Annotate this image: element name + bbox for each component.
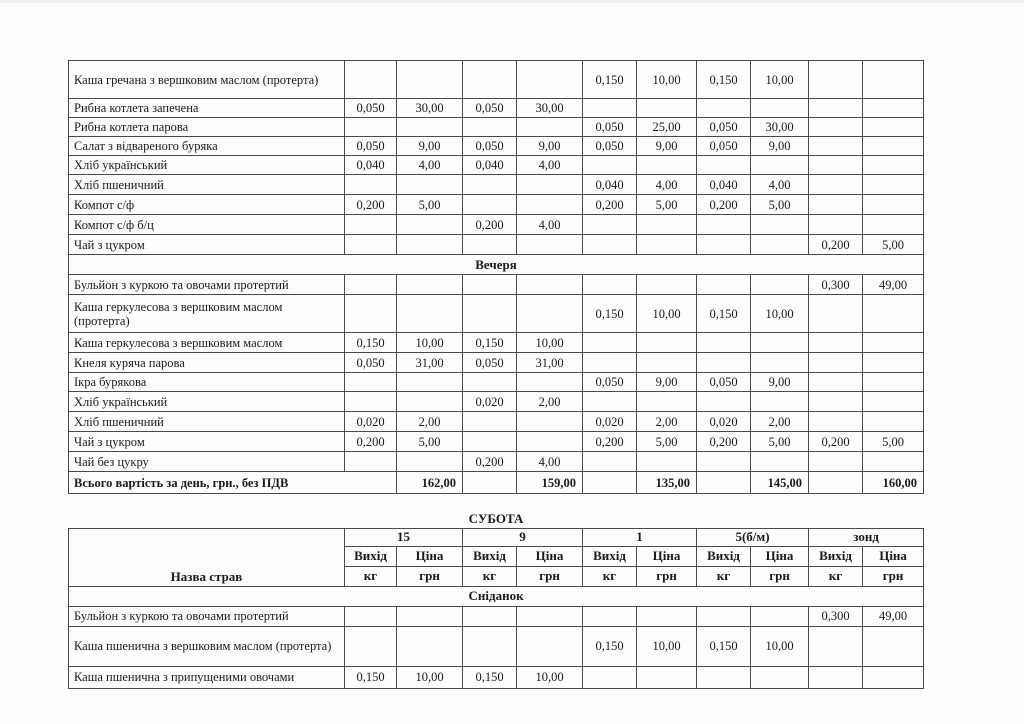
price-cell — [397, 452, 463, 472]
price-cell: 4,00 — [517, 452, 583, 472]
portion-cell — [583, 215, 637, 235]
portion-unit: кг — [463, 566, 517, 586]
price-cell: 9,00 — [397, 137, 463, 156]
group-header-1: 1 — [583, 528, 697, 546]
portion-cell — [697, 452, 751, 472]
price-cell — [397, 175, 463, 195]
dinner-dish-row — [69, 353, 924, 373]
price-cell: 30,00 — [517, 99, 583, 118]
price-cell: 5,00 — [863, 432, 924, 452]
portion-cell: 0,200 — [463, 215, 517, 235]
portion-cell — [697, 275, 751, 295]
portion-cell — [463, 235, 517, 255]
portion-cell: 0,200 — [583, 195, 637, 215]
price-cell: 5,00 — [863, 235, 924, 255]
price-cell — [637, 235, 697, 255]
price-cell: 25,00 — [637, 118, 697, 137]
price-cell: 30,00 — [397, 99, 463, 118]
price-cell — [637, 215, 697, 235]
dish-name: Каша гречана з вершковим маслом (протерта) — [69, 61, 345, 99]
price-cell: 49,00 — [863, 275, 924, 295]
portion-header: Вихід — [463, 546, 517, 566]
dish-name-header: Назва страв — [69, 528, 345, 586]
dish-name: Чай з цукром — [69, 235, 345, 255]
portion-cell: 0,050 — [463, 353, 517, 373]
price-cell — [397, 275, 463, 295]
dinner-dish-row — [69, 333, 924, 353]
portion-cell — [809, 156, 863, 175]
price-cell — [751, 606, 809, 626]
portion-cell — [463, 626, 517, 666]
section-title-dinner: Вечеря — [69, 255, 924, 275]
total-value-1: 135,00 — [637, 472, 697, 494]
dish-name: Рибна котлета запечена — [69, 99, 345, 118]
portion-unit: кг — [697, 566, 751, 586]
price-cell: 10,00 — [397, 333, 463, 353]
price-cell: 2,00 — [751, 412, 809, 432]
price-cell — [637, 99, 697, 118]
portion-cell — [583, 99, 637, 118]
portion-cell: 0,050 — [463, 137, 517, 156]
portion-header: Вихід — [809, 546, 863, 566]
breakfast-dish-row — [69, 606, 924, 626]
saturday-menu-table — [68, 510, 924, 689]
portion-cell — [809, 295, 863, 333]
portion-cell — [697, 215, 751, 235]
price-cell: 31,00 — [397, 353, 463, 373]
portion-cell — [463, 275, 517, 295]
portion-cell — [697, 606, 751, 626]
price-cell — [517, 295, 583, 333]
price-cell — [637, 392, 697, 412]
price-cell — [751, 275, 809, 295]
price-cell — [863, 156, 924, 175]
dinner-dish-row — [69, 432, 924, 452]
dish-name: Бульйон з куркою та овочами протертий — [69, 606, 345, 626]
price-header: Ціна — [637, 546, 697, 566]
portion-cell — [809, 175, 863, 195]
portion-cell: 0,150 — [583, 626, 637, 666]
dish-name: Каша пшенична з припущеними овочами — [69, 666, 345, 688]
price-cell: 5,00 — [637, 195, 697, 215]
friday-dish-row — [69, 137, 924, 156]
portion-cell: 0,150 — [697, 626, 751, 666]
price-cell: 10,00 — [517, 333, 583, 353]
total-value-5bm: 145,00 — [751, 472, 809, 494]
portion-cell — [809, 118, 863, 137]
portion-cell — [345, 235, 397, 255]
total-value-zond: 160,00 — [863, 472, 924, 494]
price-cell — [397, 606, 463, 626]
price-cell — [863, 99, 924, 118]
price-cell: 10,00 — [517, 666, 583, 688]
dinner-dish-row — [69, 452, 924, 472]
price-cell — [751, 353, 809, 373]
price-cell — [517, 412, 583, 432]
group-header-zond: зонд — [809, 528, 924, 546]
price-unit: грн — [397, 566, 463, 586]
total-row — [69, 472, 924, 494]
portion-cell: 0,050 — [583, 137, 637, 156]
portion-cell — [463, 373, 517, 392]
dinner-dish-row — [69, 392, 924, 412]
portion-cell: 0,150 — [583, 295, 637, 333]
total-value-15: 162,00 — [397, 472, 463, 494]
price-cell — [863, 61, 924, 99]
portion-cell — [809, 215, 863, 235]
portion-cell: 0,020 — [583, 412, 637, 432]
dinner-dish-row — [69, 412, 924, 432]
portion-unit: кг — [809, 566, 863, 586]
price-header: Ціна — [863, 546, 924, 566]
portion-cell — [583, 333, 637, 353]
portion-cell: 0,150 — [463, 666, 517, 688]
portion-cell — [583, 275, 637, 295]
portion-cell: 0,040 — [697, 175, 751, 195]
price-cell — [397, 215, 463, 235]
portion-unit: кг — [345, 566, 397, 586]
portion-cell: 0,300 — [809, 606, 863, 626]
portion-cell — [463, 412, 517, 432]
group-header-9: 9 — [463, 528, 583, 546]
portion-cell — [345, 373, 397, 392]
price-cell — [397, 295, 463, 333]
portion-cell — [697, 353, 751, 373]
portion-cell: 0,150 — [697, 61, 751, 99]
portion-cell — [809, 452, 863, 472]
portion-cell: 0,050 — [697, 118, 751, 137]
price-cell — [637, 606, 697, 626]
price-cell: 4,00 — [751, 175, 809, 195]
portion-cell — [697, 156, 751, 175]
price-cell: 10,00 — [637, 295, 697, 333]
portion-cell — [809, 333, 863, 353]
price-unit: грн — [863, 566, 924, 586]
price-cell — [863, 412, 924, 432]
portion-cell: 0,200 — [809, 235, 863, 255]
price-cell: 10,00 — [637, 61, 697, 99]
portion-cell: 0,150 — [697, 295, 751, 333]
portion-cell: 0,150 — [345, 333, 397, 353]
price-cell: 4,00 — [517, 215, 583, 235]
price-cell — [863, 452, 924, 472]
portion-cell — [809, 392, 863, 412]
price-cell — [863, 195, 924, 215]
portion-cell — [583, 452, 637, 472]
price-cell — [751, 452, 809, 472]
price-cell: 9,00 — [751, 137, 809, 156]
portion-cell: 0,150 — [463, 333, 517, 353]
price-cell — [863, 373, 924, 392]
dish-name: Каша геркулесова з вершковим маслом — [69, 333, 345, 353]
price-cell — [637, 353, 697, 373]
portion-cell: 0,050 — [345, 353, 397, 373]
scan-edge — [0, 0, 1024, 3]
dish-name: Ікра бурякова — [69, 373, 345, 392]
portion-unit: кг — [583, 566, 637, 586]
portion-cell: 0,200 — [583, 432, 637, 452]
portion-cell — [345, 61, 397, 99]
dish-name: Хліб український — [69, 156, 345, 175]
portion-cell: 0,040 — [463, 156, 517, 175]
breakfast-dish-row — [69, 626, 924, 666]
price-cell: 10,00 — [751, 61, 809, 99]
portion-cell: 0,050 — [697, 373, 751, 392]
price-cell — [863, 118, 924, 137]
portion-cell — [809, 61, 863, 99]
price-cell: 4,00 — [397, 156, 463, 175]
portion-cell — [809, 137, 863, 156]
price-cell — [517, 275, 583, 295]
price-cell — [517, 606, 583, 626]
price-cell: 9,00 — [517, 137, 583, 156]
portion-cell: 0,040 — [583, 175, 637, 195]
portion-cell: 0,050 — [345, 137, 397, 156]
price-cell — [751, 392, 809, 412]
total-label: Всього вартість за день, грн., без ПДВ — [69, 472, 397, 494]
portion-cell: 0,300 — [809, 275, 863, 295]
portion-cell — [583, 666, 637, 688]
price-cell: 5,00 — [637, 432, 697, 452]
price-cell: 9,00 — [751, 373, 809, 392]
price-cell — [517, 373, 583, 392]
portion-cell — [697, 333, 751, 353]
dish-name: Чай без цукру — [69, 452, 345, 472]
portion-cell: 0,040 — [345, 156, 397, 175]
portion-cell: 0,200 — [697, 195, 751, 215]
friday-dish-row — [69, 61, 924, 99]
portion-cell — [463, 606, 517, 626]
price-cell — [517, 118, 583, 137]
portion-cell: 0,200 — [809, 432, 863, 452]
dish-name: Рибна котлета парова — [69, 118, 345, 137]
price-cell: 5,00 — [751, 432, 809, 452]
dish-name: Хліб пшеничний — [69, 175, 345, 195]
price-cell: 10,00 — [397, 666, 463, 688]
portion-cell: 0,150 — [583, 61, 637, 99]
price-cell — [637, 452, 697, 472]
price-header: Ціна — [751, 546, 809, 566]
portion-cell — [583, 156, 637, 175]
portion-cell — [583, 235, 637, 255]
portion-cell: 0,150 — [345, 666, 397, 688]
price-cell — [863, 626, 924, 666]
portion-cell — [463, 61, 517, 99]
dish-name: Каша пшенична з вершковим маслом (протерта) — [69, 626, 345, 666]
portion-cell — [809, 373, 863, 392]
portion-cell: 0,200 — [345, 432, 397, 452]
price-cell — [863, 137, 924, 156]
friday-dish-row — [69, 235, 924, 255]
price-cell: 9,00 — [637, 373, 697, 392]
price-cell — [863, 333, 924, 353]
dish-name: Компот с/ф — [69, 195, 345, 215]
portion-cell — [809, 412, 863, 432]
price-cell: 5,00 — [751, 195, 809, 215]
price-cell — [517, 61, 583, 99]
dish-name: Хліб пшеничний — [69, 412, 345, 432]
dish-name: Хліб український — [69, 392, 345, 412]
breakfast-dish-row — [69, 666, 924, 688]
price-cell — [637, 666, 697, 688]
portion-cell — [463, 118, 517, 137]
portion-cell — [809, 195, 863, 215]
portion-cell — [697, 666, 751, 688]
price-cell: 49,00 — [863, 606, 924, 626]
portion-cell — [345, 175, 397, 195]
group-header-15: 15 — [345, 528, 463, 546]
portion-cell: 0,020 — [697, 412, 751, 432]
price-cell — [751, 215, 809, 235]
portion-cell — [697, 392, 751, 412]
friday-dish-row — [69, 156, 924, 175]
portion-cell: 0,050 — [463, 99, 517, 118]
price-cell — [863, 215, 924, 235]
dinner-dish-row — [69, 275, 924, 295]
portion-header: Вихід — [345, 546, 397, 566]
price-cell — [517, 235, 583, 255]
price-cell — [751, 235, 809, 255]
price-unit: грн — [751, 566, 809, 586]
price-cell — [863, 175, 924, 195]
price-cell — [397, 61, 463, 99]
price-cell — [397, 392, 463, 412]
portion-cell — [345, 295, 397, 333]
portion-cell: 0,200 — [697, 432, 751, 452]
portion-cell — [463, 432, 517, 452]
portion-cell — [809, 626, 863, 666]
price-unit: грн — [637, 566, 697, 586]
price-cell — [863, 353, 924, 373]
portion-cell — [345, 606, 397, 626]
portion-cell — [345, 215, 397, 235]
dish-name: Каша геркулесова з вершковим маслом (протерта) — [69, 295, 345, 333]
price-cell — [751, 666, 809, 688]
portion-cell — [345, 452, 397, 472]
portion-cell — [583, 353, 637, 373]
portion-cell — [697, 99, 751, 118]
price-cell — [751, 156, 809, 175]
dish-name: Компот с/ф б/ц — [69, 215, 345, 235]
price-cell: 2,00 — [637, 412, 697, 432]
price-cell: 5,00 — [397, 432, 463, 452]
dish-name: Салат з відвареного буряка — [69, 137, 345, 156]
price-cell — [517, 432, 583, 452]
portion-header: Вихід — [697, 546, 751, 566]
dish-name: Кнеля куряча парова — [69, 353, 345, 373]
price-cell — [637, 156, 697, 175]
portion-cell — [809, 666, 863, 688]
dinner-dish-row — [69, 295, 924, 333]
friday-menu-table — [68, 60, 924, 494]
friday-dish-row — [69, 99, 924, 118]
price-cell — [517, 626, 583, 666]
price-cell: 30,00 — [751, 118, 809, 137]
price-cell — [637, 275, 697, 295]
portion-cell: 0,020 — [345, 412, 397, 432]
portion-header: Вихід — [583, 546, 637, 566]
price-cell — [397, 118, 463, 137]
portion-cell — [809, 353, 863, 373]
portion-cell: 0,050 — [583, 118, 637, 137]
price-cell — [863, 295, 924, 333]
portion-cell — [345, 392, 397, 412]
dish-name: Чай з цукром — [69, 432, 345, 452]
friday-dish-row — [69, 215, 924, 235]
price-cell — [517, 195, 583, 215]
price-cell: 10,00 — [751, 295, 809, 333]
price-cell — [397, 626, 463, 666]
price-unit: грн — [517, 566, 583, 586]
day-title-saturday: СУБОТА — [69, 510, 924, 528]
portion-cell — [345, 275, 397, 295]
group-header-5bm: 5(б/м) — [697, 528, 809, 546]
portion-cell: 0,020 — [463, 392, 517, 412]
price-cell: 2,00 — [517, 392, 583, 412]
portion-cell — [345, 118, 397, 137]
friday-dish-row — [69, 175, 924, 195]
section-title-breakfast: Сніданок — [69, 586, 924, 606]
portion-cell: 0,050 — [345, 99, 397, 118]
price-cell: 4,00 — [637, 175, 697, 195]
price-header: Ціна — [517, 546, 583, 566]
portion-cell — [463, 295, 517, 333]
price-header: Ціна — [397, 546, 463, 566]
portion-cell — [463, 195, 517, 215]
portion-cell: 0,050 — [583, 373, 637, 392]
friday-dish-row — [69, 118, 924, 137]
price-cell — [637, 333, 697, 353]
price-cell — [863, 392, 924, 412]
portion-cell — [809, 99, 863, 118]
price-cell — [517, 175, 583, 195]
price-cell — [397, 235, 463, 255]
price-cell — [751, 333, 809, 353]
portion-cell — [697, 235, 751, 255]
price-cell: 31,00 — [517, 353, 583, 373]
price-cell: 4,00 — [517, 156, 583, 175]
portion-cell — [345, 626, 397, 666]
price-cell — [863, 666, 924, 688]
portion-cell — [463, 175, 517, 195]
price-cell: 9,00 — [637, 137, 697, 156]
portion-cell: 0,200 — [345, 195, 397, 215]
price-cell: 10,00 — [751, 626, 809, 666]
portion-cell — [583, 606, 637, 626]
portion-cell: 0,200 — [463, 452, 517, 472]
price-cell — [751, 99, 809, 118]
portion-cell: 0,050 — [697, 137, 751, 156]
price-cell — [397, 373, 463, 392]
price-cell: 5,00 — [397, 195, 463, 215]
dish-name: Бульйон з куркою та овочами протертий — [69, 275, 345, 295]
price-cell: 10,00 — [637, 626, 697, 666]
dinner-dish-row — [69, 373, 924, 392]
friday-dish-row — [69, 195, 924, 215]
portion-cell — [583, 392, 637, 412]
price-cell: 2,00 — [397, 412, 463, 432]
total-value-9: 159,00 — [517, 472, 583, 494]
